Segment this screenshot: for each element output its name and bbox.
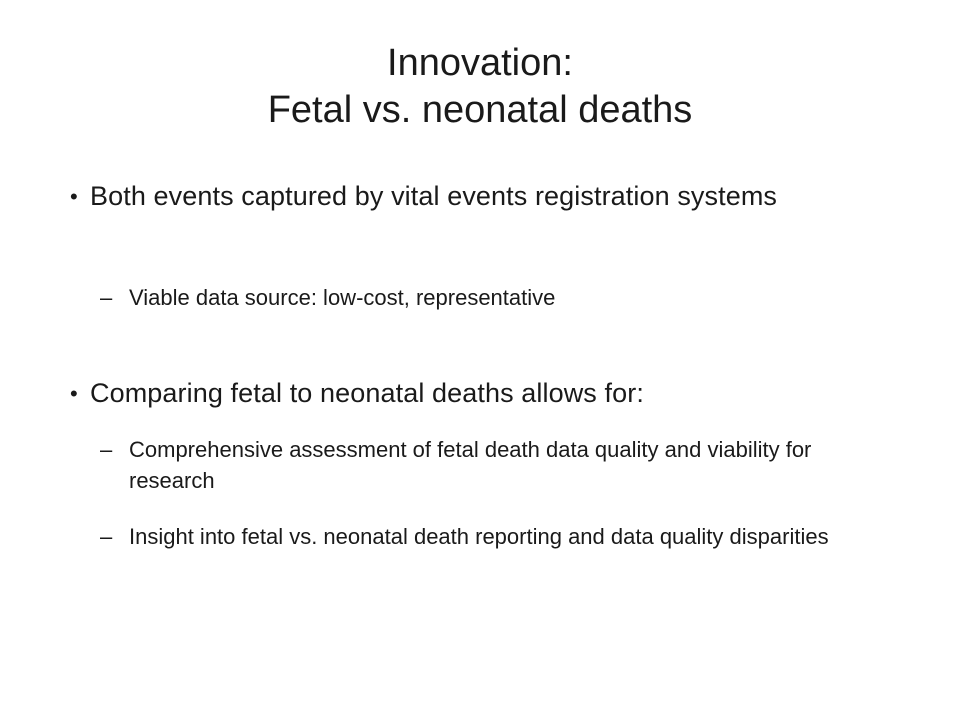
bullet-item xyxy=(70,177,890,216)
sub-bullet-item xyxy=(100,282,869,313)
sub-bullet-item xyxy=(100,434,869,496)
title-line-2: Fetal vs. neonatal deaths xyxy=(267,89,693,131)
bullet-marker: • xyxy=(70,184,78,209)
sub-bullet-marker: – xyxy=(100,285,113,310)
sub-bullet-text: Comprehensive assessment of fetal death data quality and viability for research xyxy=(129,437,812,493)
sub-bullet-marker: – xyxy=(100,524,113,549)
bullet-marker: • xyxy=(70,381,78,406)
bullet-text: Both events captured by vital events registration systems xyxy=(90,181,778,211)
sub-bullet-text: Viable data source: low-cost, representative xyxy=(129,285,556,310)
bullet-item xyxy=(70,374,890,413)
sub-bullet-text: Insight into fetal vs. neonatal death reporting and data quality disparities xyxy=(129,524,829,549)
sub-bullet-marker: – xyxy=(100,437,113,462)
title-line-1: Innovation: xyxy=(387,42,573,84)
sub-bullet-item xyxy=(100,521,869,552)
bullet-text: Comparing fetal to neonatal deaths allows for: xyxy=(90,378,644,408)
